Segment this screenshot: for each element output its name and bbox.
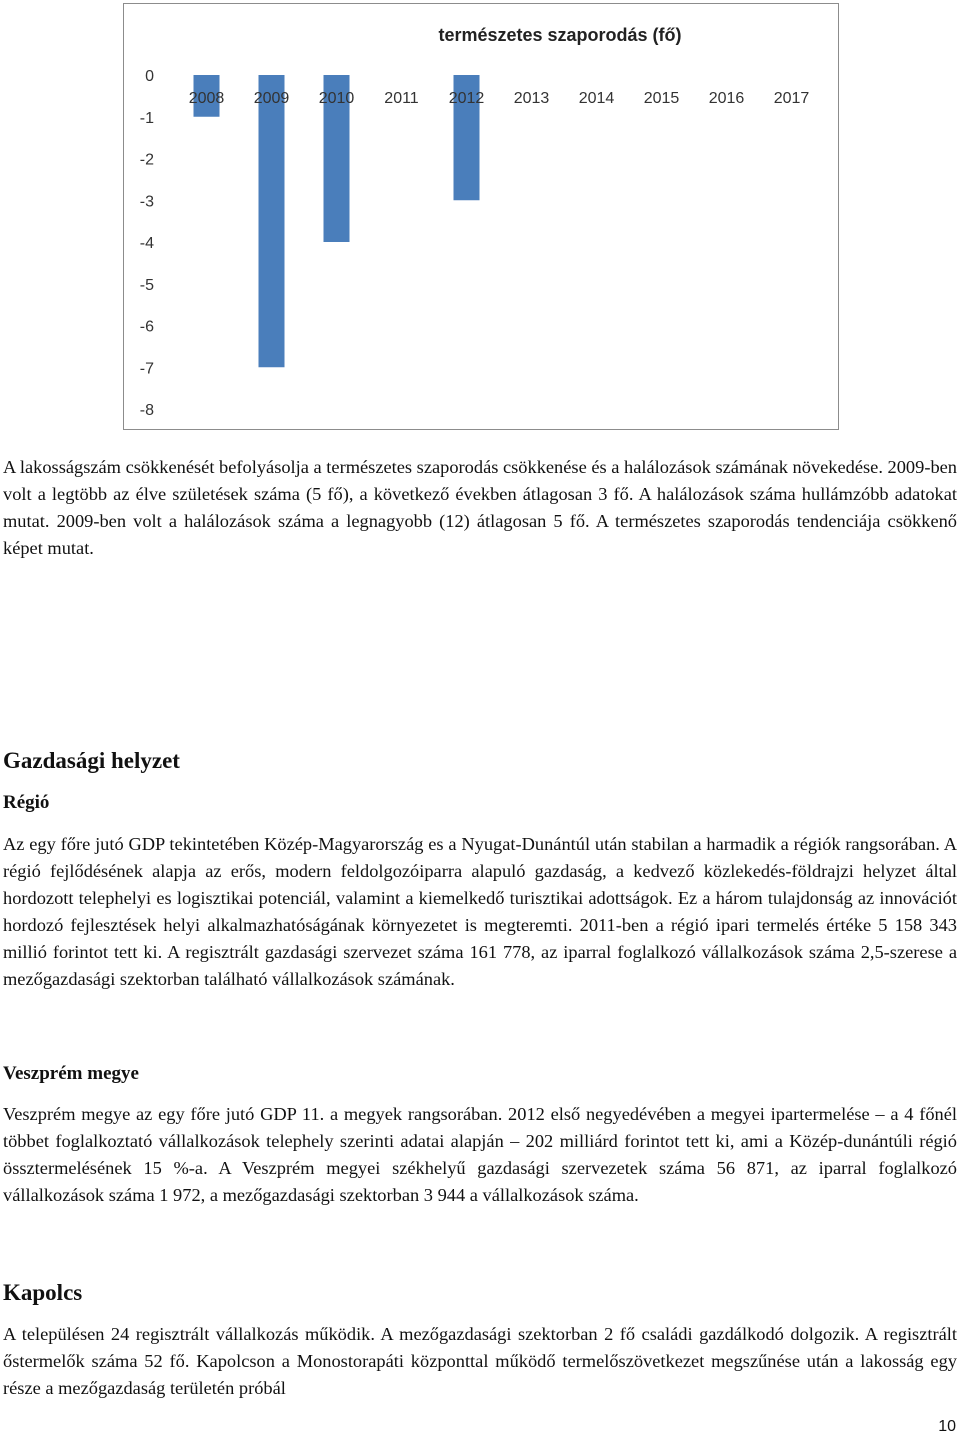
economic-situation-heading: Gazdasági helyzet: [3, 748, 180, 773]
page-number: 10: [938, 1418, 956, 1435]
y-tick-label: -7: [139, 360, 154, 378]
population-paragraph: A lakosságszám csökkenését befolyásolja a természetes szaporodás csökkenése és a halálozások számának növekedése. 2009-ben volt a legtöbb az élve születések száma (5 fő), a következő években átlagosan 3 fő. A halálozások száma hullámzóbb adatokat mutat. 2009-ben volt a halálozások száma a legnagyobb (12) átlagosan 5 fő. A természetes szaporodás tendenciája csökkenő képet mutat.: [3, 457, 957, 558]
y-tick-label: 0: [145, 68, 154, 85]
y-tick-label: -5: [139, 276, 154, 294]
veszprem-heading: Veszprém megye: [3, 1063, 139, 1084]
x-tick-label: 2010: [318, 90, 355, 107]
y-tick-label: -3: [139, 193, 154, 211]
region-heading: Régió: [3, 792, 50, 813]
kapolcs-paragraph: A településen 24 regisztrált vállalkozás működik. A mezőgazdasági szektorban 2 fő családi gazdálkodó dolgozik. A regisztrált őstermelők száma 52 fő. Kapolcson a Monostorapáti központtal működő termelőszövetkezet megszűnése után a lakosság egy része a mezőgazdaság területén próbál: [3, 1324, 957, 1398]
x-tick-label: 2008: [188, 90, 225, 107]
kapolcs-heading: Kapolcs: [3, 1280, 83, 1305]
x-tick-label: 2012: [448, 90, 485, 107]
veszprem-paragraph: Veszprém megye az egy főre jutó GDP 11. a megyek rangsorában. 2012 első negyedévében a megyei ipartermelése – a 4 főnél többet foglalkoztató vállalkozások telephely szerinti adatai alapján – 202 milliárd forintot tett ki, ami a Közép-dunántúli régió össztermelésének 15 %-a. A Veszprém megyei székhelyű gazdasági szervezetek száma 56 871, az iparral foglalkozó vállalkozások száma 1 972, a mezőgazdasági szektorban 3 944 a vállalkozások száma.: [3, 1104, 957, 1205]
x-tick-label: 2017: [773, 90, 810, 107]
x-tick-label: 2013: [513, 90, 550, 107]
region-paragraph: Az egy főre jutó GDP tekintetében Közép-Magyarország es a Nyugat-Dunántúl után stabilan a harmadik a régiók rangsorában. A régió fejlődésének alapja az erős, modern feldolgozóiparra alapuló gazdaság, a kedvező közlekedés-földrajzi helyzet által hordozott telephelyi es logisztikai potenciál, valamint a kiemelkedő turisztikai adottságok. Ez a három tulajdonság az innovációt hordozó fejlesztések helyi alkalmazhatóságának környezetet is megteremti. 2011-ben a régió ipari termelés értéke 5 158 343 millió forintot tett ki. A regisztrált gazdasági szervezet száma 161 778, az iparral foglalkozó vállalkozások száma 2,5-szerese a mezőgazdasági szektorban található vállalkozások számának.: [3, 834, 957, 989]
x-tick-label: 2011: [384, 90, 419, 107]
y-tick-label: -2: [139, 151, 154, 169]
x-tick-label: 2009: [253, 90, 290, 107]
y-tick-label: -8: [139, 402, 154, 419]
y-tick-label: -4: [139, 235, 154, 252]
chart-title: természetes szaporodás (fő): [438, 25, 682, 45]
bar-2009: [259, 75, 285, 367]
x-axis-ticks: [189, 90, 810, 107]
x-tick-label: 2015: [643, 90, 680, 107]
chart-bars: [194, 75, 480, 367]
natural-increase-chart: [123, 3, 839, 430]
chart-canvas: [124, 4, 838, 429]
y-tick-label: -6: [139, 318, 154, 336]
x-tick-label: 2016: [708, 90, 745, 107]
y-tick-label: -1: [139, 109, 154, 127]
x-tick-label: 2014: [578, 90, 615, 107]
y-axis-ticks: [140, 68, 154, 419]
